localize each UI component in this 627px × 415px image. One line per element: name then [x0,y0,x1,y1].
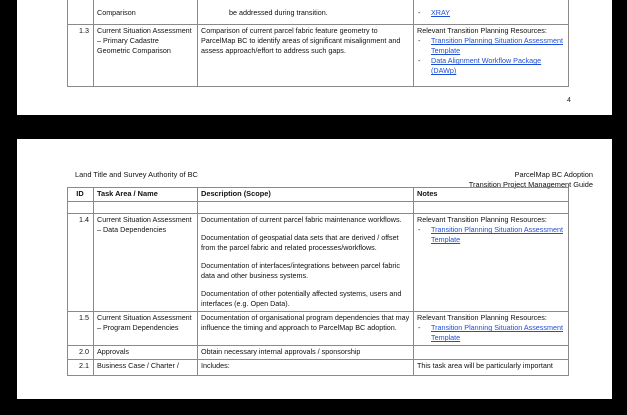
row-id: 1.5 [68,312,94,346]
link-list [417,225,565,245]
page-number: 4 [567,97,571,104]
xray-link[interactable]: XRAY [431,8,451,17]
row-id: 2.0 [68,346,94,360]
header-right-line-1: ParcelMap BC Adoption [514,170,593,179]
table-row [68,214,569,312]
column-header-id: ID [68,188,94,202]
notes-text: Relevant Transition Planning Resources: [417,313,547,322]
notes-text: Relevant Transition Planning Resources: [417,215,547,224]
link-list [417,36,565,76]
header-left: Land Title and Survey Authority of BC [75,170,198,179]
row-notes: This task area will be particularly important [414,360,569,376]
row-desc: Comparison of current parcel fabric feature geometry to ParcelMap BC to identify areas of significant misalignment and assess approach/effort to address such gaps. [198,25,414,87]
table-row [68,0,569,25]
header-right-line-2: Transition Project Management Guide [468,180,593,189]
row-notes [414,0,569,25]
row-desc: Includes: [198,360,414,376]
situation-template-link[interactable]: Transition Planning Situation Assessment Template [431,225,563,244]
task-table-bottom [67,187,569,376]
spacer-cell [198,202,414,214]
list-item [431,56,565,76]
row-task: Current Situation Assessment – Program Dependencies [94,312,198,346]
document-page-top [17,0,612,115]
column-header-task: Task Area / Name [94,188,198,202]
row-id [68,0,94,25]
desc-paragraph: Documentation of geospatial data sets that are derived / offset from the parcel fabric and related processes/workflows. [201,233,399,252]
list-item [431,36,565,56]
table-row [68,25,569,87]
row-notes [414,214,569,312]
page-divider [17,136,610,138]
table-row [68,202,569,214]
list-item [431,225,565,245]
desc-text: be addressed during transition. [229,8,328,17]
row-desc [198,214,414,312]
spacer-cell [94,202,198,214]
row-id: 2.1 [68,360,94,376]
notes-text: Relevant Transition Planning Resources: [417,26,547,35]
row-id: 1.4 [68,214,94,312]
dawp-link[interactable]: Data Alignment Workflow Package (DAWp) [431,56,542,75]
list-item [431,8,565,18]
document-page-bottom [17,139,612,399]
list-item [431,323,565,343]
spacer-cell [68,202,94,214]
task-name: Comparison [97,8,136,17]
situation-template-link[interactable]: Transition Planning Situation Assessment Template [431,323,563,342]
row-task: Business Case / Charter / [94,360,198,376]
task-table-top [67,0,569,87]
row-notes [414,25,569,87]
spacer-cell [414,202,569,214]
link-list [417,0,565,18]
table-header-row [68,188,569,202]
situation-template-link[interactable]: Transition Planning Situation Assessment Template [431,36,563,55]
row-task: Approvals [94,346,198,360]
column-header-desc: Description (Scope) [198,188,414,202]
row-id: 1.3 [68,25,94,87]
row-task: Current Situation Assessment – Primary Cadastre Geometric Comparison [94,25,198,87]
desc-paragraph: Documentation of other potentially affected systems, users and interfaces (e.g. Open Data). [201,289,402,308]
row-desc: Documentation of organisational program dependencies that may influence the timing and approach to ParcelMap BC adoption. [198,312,414,346]
row-task: Current Situation Assessment – Data Dependencies [94,214,198,312]
row-desc [198,0,414,25]
row-notes [414,346,569,360]
desc-paragraph: Documentation of interfaces/integrations between parcel fabric data and other business systems. [201,261,400,280]
table-row [68,312,569,346]
row-desc: Obtain necessary internal approvals / sponsorship [198,346,414,360]
desc-paragraph: Documentation of current parcel fabric maintenance workflows. [201,215,402,224]
link-list [417,323,565,343]
row-task [94,0,198,25]
column-header-notes: Notes [414,188,569,202]
section-row [68,346,569,360]
table-row [68,360,569,376]
row-notes [414,312,569,346]
